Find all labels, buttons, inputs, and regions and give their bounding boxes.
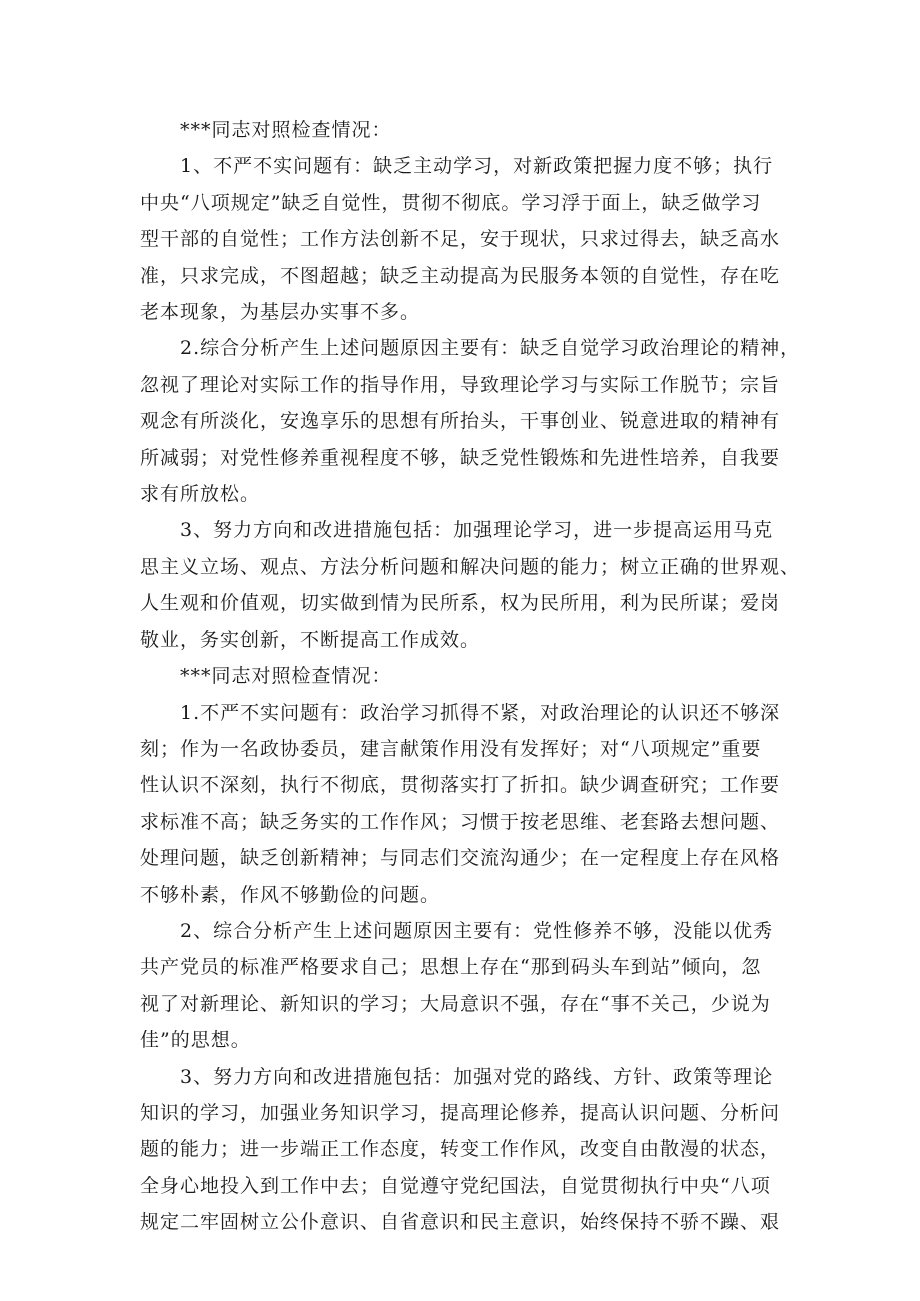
- section-2-heading: ***同志对照检查情况：: [180, 665, 392, 688]
- section-1-item-2: 2.综合分析产生上述问题原因主要有：缺乏自觉学习政治理论的精神， 忽视了理论对实际工作的指导作用，导致理论学习与实际工作脱节；宗旨 观念有所淡化，安逸享乐的思想有所抬头，干事创业、锐意进取的精神有 所减弱；对党性修养重视程度不够，缺乏党性锻炼和先进性培养，自我要 求有所放松。: [140, 337, 801, 506]
- section-1-heading: ***同志对照检查情况：: [180, 119, 392, 141]
- section-1-item-1: 1、不严不实问题有：缺乏主动学习，对新政策把握力度不够；执行 中央“八项规定”缺乏自觉性，贯彻不彻底。学习浮于面上，缺乏做学习 型干部的自觉性；工作方法创新不足，安于现状，只求过得去，缺乏高水 准，只求完成，不图超越；缺乏主动提高为民服务本领的自觉性，存在吃 老本现象，为基层办实事不多。: [140, 155, 781, 324]
- section-2-item-1: 1.不严不实问题有：政治学习抓得不紧，对政治理论的认识还不够深 刻；作为一名政协委员，建言献策作用没有发挥好；对“八项规定”重要 性认识不深刻，执行不彻底，贯彻落实打了折扣。缺少调查研究；工作要 求标准不高；缺乏务实的工作作风；习惯于按老思维、老套路去想问题、 处理问题，缺乏创新精神；与同志们交流沟通少；在一定程度上存在风格 不够朴素，作风不够勤俭的问题。: [140, 701, 781, 906]
- section-2-item-3: 3、努力方向和改进措施包括：加强对党的路线、方针、政策等理论 知识的学习，加强业务知识学习，提高理论修养，提高认识问题、分析问 题的能力；进一步端正工作态度，转变工作作风，改变自由散漫的状态， 全身心地投入到工作中去；自觉遵守党纪国法，自觉贯彻执行中央“八项 规定二牢固树立公仆意识、自省意识和民主意识，始终保持不骄不躁、艰: [140, 1065, 781, 1234]
- section-2-item-2: 2、综合分析产生上述问题原因主要有：党性修养不够，没能以优秀 共产党员的标准严格要求自己；思想上存在“那到码头车到站”倾向，忽 视了对新理论、新知识的学习；大局意识不强，存在“事不关己，少说为 佳”的思想。: [140, 919, 774, 1052]
- document-body: [140, 112, 800, 1241]
- section-1-item-3: 3、努力方向和改进措施包括：加强理论学习，进一步提高运用马克 思主义立场、观点、方法分析问题和解决问题的能力；树立正确的世界观、 人生观和价值观，切实做到情为民所系，权为民所用，利为民所谋；爱岗 敬业，务实创新，不断提高工作成效。: [140, 519, 801, 651]
